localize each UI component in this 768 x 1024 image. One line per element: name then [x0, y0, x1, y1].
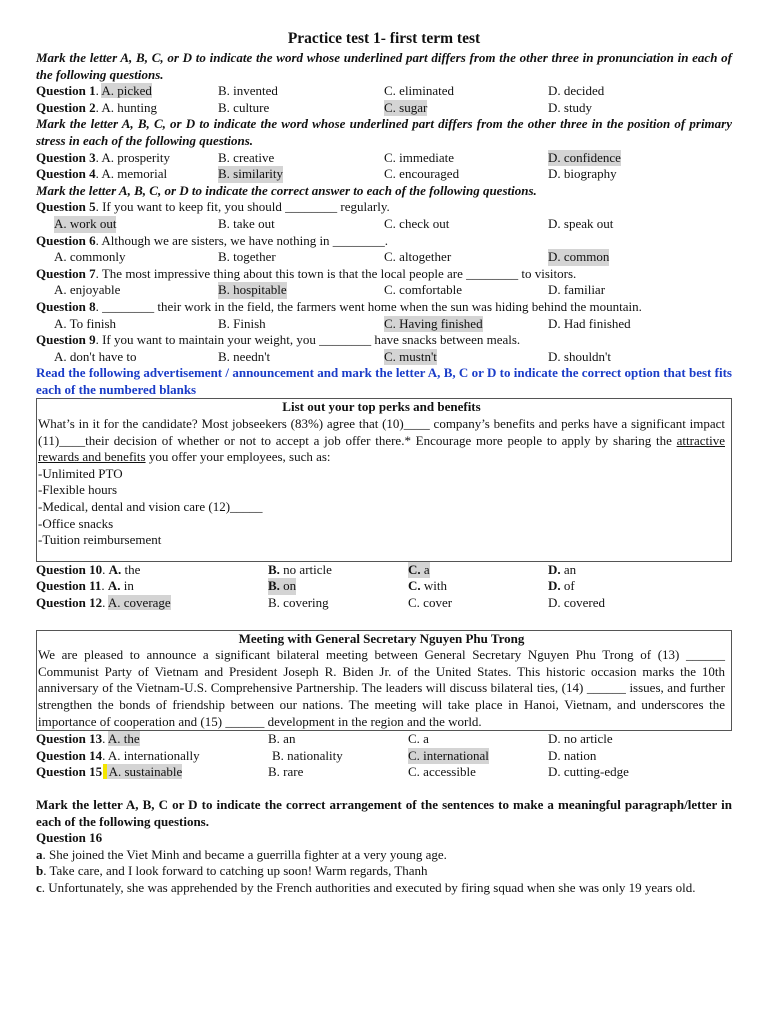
- option-c: C. accessible: [408, 764, 476, 780]
- question-14: Question 14. A. internationally B. nationality C. international D. nation: [36, 747, 597, 763]
- question-1: Question 1. A. picked B. invented C. eliminated D. decided: [36, 83, 605, 99]
- sentence-letter: c: [36, 879, 42, 895]
- option-d: D. common: [548, 249, 610, 265]
- option-d: an: [560, 561, 577, 577]
- option-b: B. invented: [218, 83, 278, 99]
- question-12: Question 12. A. coverage B. covering C. cover D. covered: [36, 595, 606, 610]
- announcement-title: Meeting with General Secretary Nguyen Phu Trong: [238, 630, 525, 646]
- option-d: D. speak out: [548, 215, 614, 231]
- section2-instruction: Mark the letter A, B, C, or D to indicate the word whose underlined part differs from the other three in the position of primary stress in each of the following questions.: [36, 116, 732, 148]
- option-b: B. similarity: [218, 166, 283, 182]
- question-number: Question 4: [36, 166, 96, 182]
- option-c: C. cover: [408, 595, 453, 610]
- benefit-item: -Medical, dental and vision care (12)_____: [38, 499, 263, 515]
- option-a: A. the: [107, 731, 140, 747]
- option-a: A. picked: [101, 83, 152, 99]
- option-d: D. familiar: [548, 282, 606, 298]
- sentence-a: [36, 847, 732, 864]
- option-b: B. culture: [218, 99, 270, 115]
- question-16-number: Question 16: [36, 830, 103, 846]
- question-number: Question 1: [36, 83, 96, 99]
- question-number: Question 15: [36, 764, 103, 780]
- question-number: Question 13: [36, 731, 103, 747]
- option-d: D. no article: [548, 731, 613, 747]
- benefit-item: -Office snacks: [38, 515, 114, 531]
- option-d: D. shouldn't: [548, 348, 612, 364]
- question-number: Question 9: [36, 332, 96, 348]
- option-a: A. enjoyable: [54, 282, 121, 298]
- question-7-options: [36, 282, 732, 299]
- option-d: D. biography: [548, 166, 617, 182]
- sentence-text: . Unfortunately, she was apprehended by the French authorities and executed by firing squad when she was only 19 years old.: [41, 879, 696, 895]
- section3-instruction: Mark the letter A, B, C, or D to indicate the correct answer to each of the following questions.: [36, 182, 537, 198]
- question-text: . If you want to maintain your weight, you ________ have snacks between meals.: [95, 332, 521, 348]
- option-b: B. needn't: [218, 348, 271, 364]
- option-b: on: [279, 578, 297, 594]
- option-a: A. memorial: [101, 166, 168, 182]
- option-a: A. prosperity: [101, 149, 170, 165]
- question-5-options: [36, 216, 732, 233]
- question-2: Question 2. A. hunting B. culture C. sugar D. study: [36, 99, 593, 115]
- option-c: C. immediate: [384, 149, 455, 165]
- sentence-c: [36, 880, 732, 897]
- question-text: . If you want to keep fit, you should ________ regularly.: [95, 199, 390, 215]
- option-b: B. covering: [268, 595, 329, 610]
- announcement-box: [36, 630, 732, 732]
- question-7-stem: [36, 266, 732, 283]
- question-text: . The most impressive thing about this town is that the local people are ________ to visitors.: [95, 265, 577, 281]
- option-a: A. sustainable: [103, 764, 183, 779]
- question-number: Question 6: [36, 232, 96, 248]
- option-a: A. don't have to: [54, 348, 137, 364]
- option-b: B. an: [268, 731, 296, 747]
- section1-instruction: Mark the letter A, B, C, or D to indicate the word whose underlined part differs from the other three in pronunciation in each of the following questions.: [36, 50, 732, 82]
- question-number: Question 7: [36, 265, 96, 281]
- option-letter: C.: [408, 578, 421, 594]
- option-letter: B.: [268, 578, 280, 594]
- benefit-item: -Flexible hours: [38, 482, 118, 498]
- option-c: C. altogether: [384, 249, 452, 265]
- option-d: D. covered: [548, 595, 606, 610]
- question-10: Question 10. A. the B. no article C. a D. an: [36, 561, 577, 577]
- question-text: . Although we are sisters, we have nothing in ________.: [95, 232, 389, 248]
- question-9-options: [36, 349, 732, 366]
- question-11: Question 11. A. in B. on C. with D. of: [36, 578, 575, 594]
- option-letter: B.: [268, 561, 280, 577]
- underlined-phrase: attractive rewards and benefits: [38, 432, 725, 465]
- option-b: B. rare: [268, 764, 304, 780]
- question-13: Question 13. A. the B. an C. a D. no article: [36, 731, 613, 747]
- question-9-stem: [36, 332, 732, 349]
- option-c: with: [420, 578, 448, 594]
- option-c: C. international: [408, 747, 489, 763]
- benefit-item: -Unlimited PTO: [38, 465, 123, 481]
- announcement-paragraph: We are pleased to announce a significant bilateral meeting between General Secretary Nguyen Phu Trong of (13) ______ Communist Party of Vietnam and President Joseph R. Biden Jr. of the United States. This historic occasion marks the 10th anniversary of the Vietnam-U.S. Comprehensive Partnership. The leaders will discuss bilateral ties, (14) ______ issues, and further strengthen the bonds of friendship between our nations. The meeting will take place in Hanoi, Vietnam, and underscores the importance of cooperation and (15) ______ development in the region and the world.: [38, 647, 725, 729]
- option-a: A. coverage: [107, 595, 171, 610]
- question-8-stem: [36, 299, 732, 316]
- option-letter: A.: [107, 578, 121, 594]
- question-number: Question 10: [36, 561, 103, 577]
- sentence-letter: a: [36, 846, 43, 862]
- option-letter: A.: [108, 561, 122, 577]
- question-number: Question 11: [36, 578, 102, 594]
- option-d: D. cutting-edge: [548, 764, 629, 780]
- sentence-b: [36, 863, 732, 880]
- question-number: Question 8: [36, 298, 96, 314]
- paragraph-text: you offer your employees, such as:: [145, 449, 331, 465]
- option-d: D. decided: [548, 83, 605, 99]
- section4-instruction: Read the following advertisement / announcement and mark the letter A, B, C or D to indicate the correct option that best fits each of the numbered blanks: [36, 365, 732, 397]
- question-8-options: [36, 316, 732, 333]
- advertisement-paragraph: [38, 416, 725, 466]
- option-c: C. encouraged: [384, 166, 460, 182]
- option-b: B. take out: [218, 215, 275, 231]
- option-b: B. creative: [218, 149, 275, 165]
- option-c: C. sugar: [384, 99, 428, 115]
- paragraph-text: What’s in it for the candidate? Most jobseekers (83%) agree that (10)____ company’s benefits and perks have a significant impact (11)____their decision of whether or not to accept a job offer there.* Encourage more people to apply by sharing the: [38, 416, 725, 448]
- option-a: A. To finish: [54, 315, 117, 331]
- option-b: B. hospitable: [218, 282, 287, 298]
- option-a: A. internationally: [107, 747, 200, 763]
- option-c: a: [420, 561, 430, 577]
- option-b: no article: [279, 561, 332, 577]
- option-a: A. work out: [54, 215, 117, 231]
- option-d: of: [560, 578, 575, 594]
- advertisement-box: [36, 398, 732, 561]
- question-number: Question 12: [36, 595, 103, 610]
- option-c: C. Having finished: [384, 315, 483, 331]
- option-c: C. mustn't: [384, 348, 437, 364]
- option-a: the: [121, 561, 141, 577]
- sentence-text: . Take care, and I look forward to catching up soon! Warm regards, Thanh: [43, 863, 428, 879]
- question-15: [36, 764, 732, 781]
- benefit-item: -Tuition reimbursement: [38, 532, 162, 548]
- option-b: B. Finish: [218, 315, 266, 331]
- option-d: D. confidence: [548, 149, 621, 165]
- question-6-stem: [36, 233, 732, 250]
- page-title: Practice test 1- first term test: [287, 30, 481, 47]
- option-c: C. a: [408, 731, 429, 747]
- option-d: D. Had finished: [548, 315, 631, 331]
- sentence-text: . She joined the Viet Minh and became a guerrilla fighter at a very young age.: [42, 846, 447, 862]
- option-letter: D.: [548, 578, 561, 594]
- sentence-letter: b: [36, 863, 44, 879]
- option-c: C. check out: [384, 215, 450, 231]
- question-4: Question 4. A. memorial B. similarity C. encouraged D. biography: [36, 166, 617, 182]
- question-number: Question 14: [36, 747, 103, 763]
- question-6-options: [36, 249, 732, 266]
- option-b: B. together: [218, 249, 276, 265]
- option-d: D. study: [548, 99, 593, 115]
- question-3: Question 3. A. prosperity B. creative C. immediate D. confidence: [36, 149, 621, 165]
- option-b: B. nationality: [272, 747, 343, 763]
- question-text: . ________ their work in the field, the farmers went home when the sun was hiding behind the mountain.: [95, 298, 642, 314]
- question-number: Question 2: [36, 99, 96, 115]
- option-d: D. nation: [548, 747, 597, 763]
- advertisement-title: List out your top perks and benefits: [282, 399, 481, 415]
- option-letter: D.: [548, 561, 561, 577]
- question-number: Question 3: [36, 149, 96, 165]
- option-c: C. eliminated: [384, 83, 455, 99]
- question-5-stem: [36, 199, 732, 216]
- option-a: A. hunting: [101, 99, 158, 115]
- section5-instruction: Mark the letter A, B, C or D to indicate the correct arrangement of the sentences to make a meaningful paragraph/letter in each of the following questions.: [36, 796, 732, 829]
- option-c: C. comfortable: [384, 282, 462, 298]
- option-letter: C.: [408, 561, 421, 577]
- option-a: in: [120, 578, 134, 594]
- option-a: A. commonly: [54, 249, 126, 265]
- question-number: Question 5: [36, 199, 96, 215]
